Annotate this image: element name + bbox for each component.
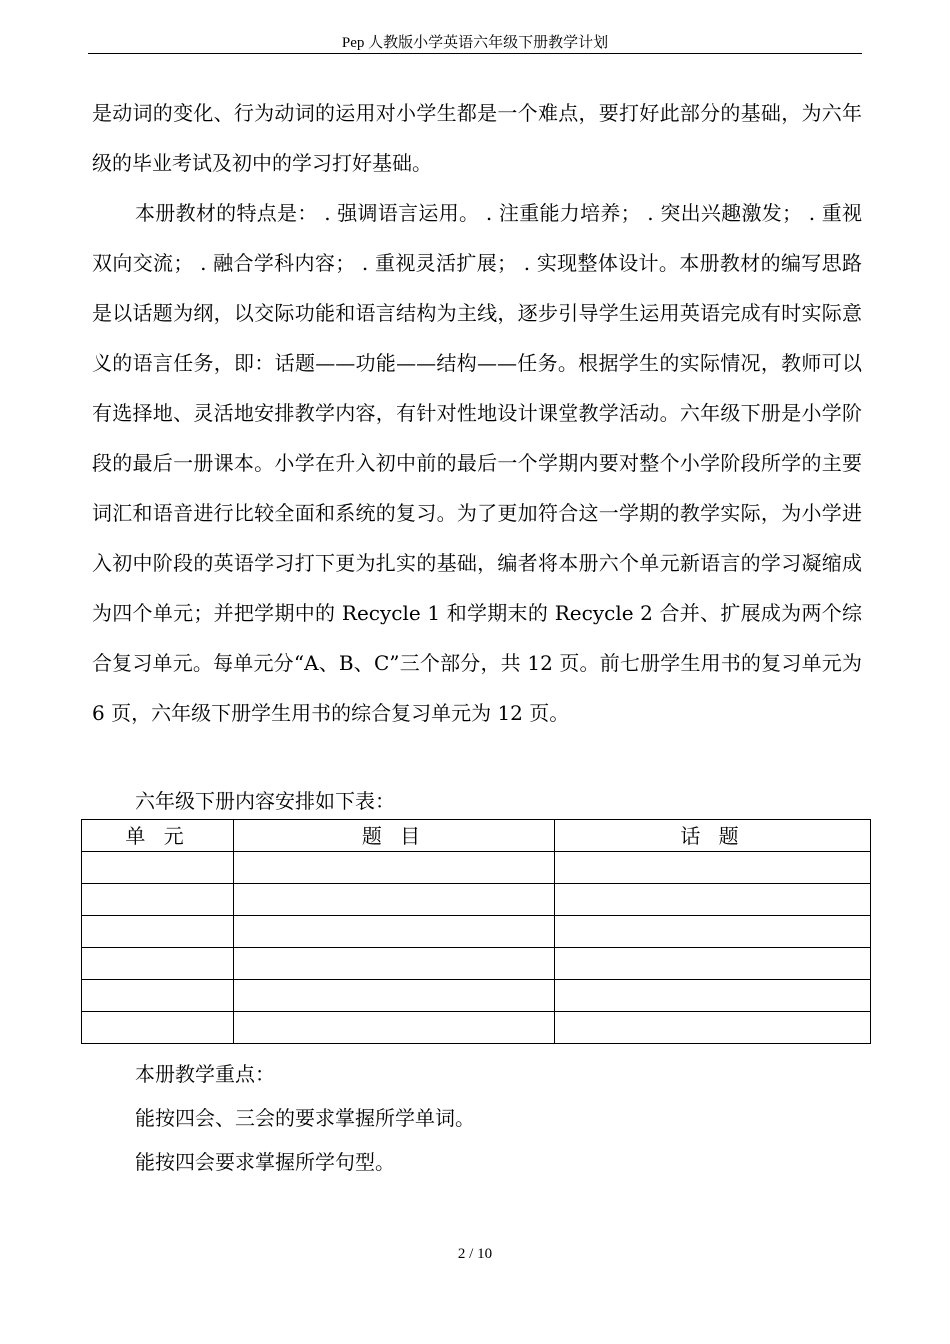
table-row [82, 852, 871, 884]
table-cell [234, 948, 555, 980]
key-points-heading: 本册教学重点： [135, 1062, 275, 1086]
key-points-section [135, 1052, 862, 1184]
key-point-item: 能按四会、三会的要求掌握所学单词。 [135, 1106, 475, 1130]
body-text [92, 88, 862, 738]
table-cell [234, 852, 555, 884]
table-cell [234, 1012, 555, 1044]
table-cell [555, 916, 871, 948]
table-cell [555, 1012, 871, 1044]
table-cell [234, 884, 555, 916]
table-row [82, 980, 871, 1012]
table-cell [82, 884, 234, 916]
table-cell [234, 980, 555, 1012]
table-cell [555, 980, 871, 1012]
table-cell [555, 852, 871, 884]
table-cell [555, 884, 871, 916]
table-row [82, 948, 871, 980]
table-cell [82, 852, 234, 884]
column-header-unit: 单 元 [82, 820, 234, 852]
key-point-item: 能按四会要求掌握所学句型。 [135, 1150, 395, 1174]
table-caption: 六年级下册内容安排如下表： [135, 789, 395, 813]
table-row [82, 884, 871, 916]
paragraph-2: 本册教材的特点是： . 强调语言运用。 . 注重能力培养； . 突出兴趣激发； . 重视双向交流； . 融合学科内容； . 重视灵活扩展； . 实现整体设计。本册教材的编写思路是以话题为纲，以交际功能和语言结构为主线，逐步引导学生运用英语完成有时实际意义的语言任务，即：话题——功能——结构——任务。根据学生的实际情况，教师可以有选择地、灵活地安排教学内容，有针对性地设计课堂教学活动。六年级下册是小学阶段的最后一册课本。小学在升入初中前的最后一个学期内要对整个小学阶段所学的主要词汇和语音进行比较全面和系统的复习。为了更加符合这一学期的教学实际，为小学进入初中阶段的英语学习打下更为扎实的基础，编者将本册六个单元新语言的学习凝缩成为四个单元；并把学期中的 Recycle 1 和学期末的 Recycle 2 合并、扩展成为两个综合复习单元。每单元分“A、B、C”三个部分，共 12 页。前七册学生用书的复习单元为 6 页，六年级下册学生用书的综合复习单元为 12 页。 [92, 201, 862, 725]
paragraph-1: 是动词的变化、行为动词的运用对小学生都是一个难点，要打好此部分的基础，为六年级的毕业考试及初中的学习打好基础。 [92, 101, 862, 175]
page-header: Pep 人教版小学英语六年级下册教学计划 [341, 35, 609, 51]
content-schedule-table [81, 819, 871, 1044]
column-header-title: 题 目 [234, 820, 555, 852]
table-cell [555, 948, 871, 980]
header-divider [88, 53, 862, 54]
table-row [82, 916, 871, 948]
table-row [82, 1012, 871, 1044]
table-cell [82, 980, 234, 1012]
table-cell [82, 948, 234, 980]
table-cell [82, 1012, 234, 1044]
page-number: 2 / 10 [457, 1246, 493, 1262]
table-cell [82, 916, 234, 948]
table-header-row [82, 820, 871, 852]
table-cell [234, 916, 555, 948]
column-header-topic: 话 题 [555, 820, 871, 852]
